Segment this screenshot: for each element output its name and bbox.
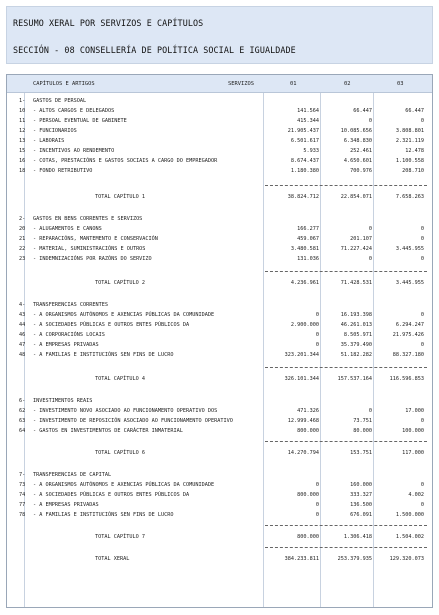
row-code: 46: [19, 332, 26, 338]
table-row: [7, 215, 432, 224]
row-value-01: 800.000: [297, 428, 319, 434]
row-code: 20: [19, 226, 26, 232]
row-value-01: 800.000: [297, 534, 319, 540]
table-row: [7, 255, 432, 264]
row-value-03: 1.504.002: [395, 534, 424, 540]
row-description: - LABORAIS: [33, 138, 65, 144]
table-row: [7, 147, 432, 156]
row-value-03: 0: [420, 256, 424, 262]
row-code: 15: [19, 148, 26, 154]
table-row: [7, 501, 432, 510]
row-value-01: 384.233.811: [284, 556, 319, 562]
section-title: SECCIÓN - 08 CONSELLERÍA DE POLÍTICA SOCIAL E IGUALDADE: [13, 45, 296, 55]
row-value-01: 21.905.437: [287, 128, 319, 134]
table-row: [7, 97, 432, 106]
row-value-02: 46.261.013: [340, 322, 372, 328]
row-value-02: 71.227.424: [340, 246, 372, 252]
row-value-02: 252.461: [350, 148, 372, 154]
row-code: 4-: [19, 302, 26, 308]
row-value-01: 1.180.380: [290, 168, 319, 174]
row-description: - GASTOS EN INVESTIMENTOS DE CARÁCTER INMATERIAL: [33, 428, 183, 434]
row-value-02: 8.505.971: [343, 332, 372, 338]
table-row: [7, 331, 432, 340]
row-value-02: 16.193.398: [340, 312, 372, 318]
table-row: [7, 137, 432, 146]
row-value-01: 4.236.961: [290, 280, 319, 286]
row-description: TOTAL CAPÍTULO 1: [95, 194, 145, 200]
table-row: [7, 321, 432, 330]
row-value-02: 1.306.418: [343, 534, 372, 540]
row-value-01: 131.036: [297, 256, 319, 262]
row-value-03: 117.000: [402, 450, 424, 456]
row-description: - ALTOS CARGOS E DELEGADOS: [33, 108, 115, 114]
row-code: 47: [19, 342, 26, 348]
row-value-03: 4.002: [408, 492, 424, 498]
subtotal-rule: [265, 185, 427, 186]
row-value-02: 201.107: [350, 236, 372, 242]
header-capitulos: CAPÍTULOS E ARTIGOS: [33, 81, 95, 87]
row-value-01: 3.480.581: [290, 246, 319, 252]
row-code: 6-: [19, 398, 26, 404]
row-description: TOTAL CAPÍTULO 4: [95, 376, 145, 382]
table-row: [7, 427, 432, 436]
row-value-02: 71.428.531: [340, 280, 372, 286]
header-servizos: SERVIZOS: [228, 81, 254, 87]
row-description: - PERSOAL EVENTUAL DE GABINETE: [33, 118, 127, 124]
row-code: 2-: [19, 216, 26, 222]
row-description: - A FAMILIAS E INSTITUCIÓNS SEN FINS DE LUCRO: [33, 512, 174, 518]
table-row: [7, 127, 432, 136]
row-value-02: 676.091: [350, 512, 372, 518]
total-row: [7, 375, 432, 384]
row-value-02: 333.327: [350, 492, 372, 498]
table-row: [7, 117, 432, 126]
row-value-03: 3.808.801: [395, 128, 424, 134]
row-code: 1-: [19, 98, 26, 104]
total-row: [7, 449, 432, 458]
row-code: 12: [19, 128, 26, 134]
header-col-01: 01: [290, 81, 297, 87]
table-row: [7, 245, 432, 254]
row-value-03: 0: [420, 418, 424, 424]
table-row: [7, 235, 432, 244]
row-value-01: 38.824.712: [287, 194, 319, 200]
row-description: - A CORPORACIÓNS LOCAIS: [33, 332, 105, 338]
row-value-01: 0: [315, 332, 319, 338]
row-value-01: 5.933: [303, 148, 319, 154]
row-value-02: 66.447: [353, 108, 372, 114]
row-value-03: 7.658.263: [395, 194, 424, 200]
row-description: - A EMPRESAS PRIVADAS: [33, 342, 99, 348]
row-value-02: 22.854.071: [340, 194, 372, 200]
row-code: 48: [19, 352, 26, 358]
row-value-02: 700.976: [350, 168, 372, 174]
row-code: 77: [19, 502, 26, 508]
row-value-02: 4.650.601: [343, 158, 372, 164]
row-value-03: 12.478: [405, 148, 424, 154]
row-value-01: 166.277: [297, 226, 319, 232]
header-col-03: 03: [397, 81, 404, 87]
table-row: [7, 481, 432, 490]
row-description: TRANSFERENCIAS CORRENTES: [33, 302, 108, 308]
row-description: - MATERIAL, SUMINISTRACIÓNS E OUTROS: [33, 246, 146, 252]
subtotal-rule: [265, 271, 427, 272]
row-value-02: 0: [368, 408, 372, 414]
row-value-02: 153.751: [350, 450, 372, 456]
row-value-01: 0: [315, 502, 319, 508]
row-code: 22: [19, 246, 26, 252]
row-value-01: 8.674.437: [290, 158, 319, 164]
row-value-01: 415.344: [297, 118, 319, 124]
row-code: 16: [19, 158, 26, 164]
row-description: - A SOCIEDADES PÚBLICAS E OUTROS ENTES PÚBLICOS DA: [33, 322, 190, 328]
row-code: 13: [19, 138, 26, 144]
total-row: [7, 279, 432, 288]
row-description: - A FAMILIAS E INSTITUCIÓNS SEN FINS DE LUCRO: [33, 352, 174, 358]
row-description: - INCENTIVOS AO RENDEMENTO: [33, 148, 115, 154]
row-code: 44: [19, 322, 26, 328]
subtotal-rule: [265, 441, 427, 442]
row-description: - A ORGANISMOS AUTÓNOMOS E AXENCIAS PÚBLICAS DA COMUNIDADE: [33, 312, 215, 318]
row-description: - FONDO RETRIBUTIVO: [33, 168, 93, 174]
total-row: [7, 533, 432, 542]
row-description: - A ORGANISMOS AUTÓNOMOS E AXENCIAS PÚBLICAS DA COMUNIDADE: [33, 482, 215, 488]
row-value-02: 160.000: [350, 482, 372, 488]
row-value-03: 6.294.247: [395, 322, 424, 328]
header-col-02: 02: [344, 81, 351, 87]
table-row: [7, 471, 432, 480]
row-description: TOTAL CAPÍTULO 7: [95, 534, 145, 540]
table-row: [7, 511, 432, 520]
row-value-03: 129.320.073: [389, 556, 424, 562]
row-value-03: 1.500.000: [395, 512, 424, 518]
table-row: [7, 341, 432, 350]
table-row: [7, 351, 432, 360]
total-row: [7, 555, 432, 564]
table-header: [7, 75, 432, 93]
row-value-01: 0: [315, 342, 319, 348]
row-value-03: 0: [420, 226, 424, 232]
row-value-01: 0: [315, 512, 319, 518]
row-code: 43: [19, 312, 26, 318]
subtotal-rule: [265, 547, 427, 548]
table-row: [7, 407, 432, 416]
subtotal-rule: [265, 525, 427, 526]
row-description: GASTOS DE PERSOAL: [33, 98, 87, 104]
subtotal-rule: [265, 367, 427, 368]
table-row: [7, 397, 432, 406]
row-code: 63: [19, 418, 26, 424]
row-description: - INVESTIMENTO NOVO ASOCIADO AO FUNCIONAMENTO OPERATIVO DOS: [33, 408, 218, 414]
row-code: 74: [19, 492, 26, 498]
row-description: TOTAL CAPÍTULO 2: [95, 280, 145, 286]
row-value-01: 0: [315, 482, 319, 488]
row-value-02: 10.085.656: [340, 128, 372, 134]
row-value-01: 6.501.617: [290, 138, 319, 144]
row-code: 21: [19, 236, 26, 242]
row-description: GASTOS EN BENS CORRENTES E SERVIZOS: [33, 216, 143, 222]
table-row: [7, 157, 432, 166]
report-header: [6, 6, 433, 64]
total-row: [7, 193, 432, 202]
row-value-03: 100.000: [402, 428, 424, 434]
row-value-03: 88.327.180: [392, 352, 424, 358]
row-value-02: 73.751: [353, 418, 372, 424]
row-description: - INDEMNIZACIÓNS POR RAZÓNS DO SERVIZO: [33, 256, 152, 262]
row-code: 78: [19, 512, 26, 518]
row-description: - ALUGAMENTOS E CANONS: [33, 226, 102, 232]
table-row: [7, 491, 432, 500]
row-value-03: 0: [420, 118, 424, 124]
row-value-03: 17.000: [405, 408, 424, 414]
row-value-03: 0: [420, 482, 424, 488]
row-value-03: 21.975.426: [392, 332, 424, 338]
row-description: - INVESTIMENTO DE REPOSICIÓN ASOCIADO AO FUNCIONAMENTO OPERATIVO: [33, 418, 233, 424]
table-row: [7, 107, 432, 116]
row-code: 7-: [19, 472, 26, 478]
row-value-02: 0: [368, 118, 372, 124]
report-title: RESUMO XERAL POR SERVIZOS E CAPÍTULOS: [13, 18, 204, 28]
row-value-01: 2.900.000: [290, 322, 319, 328]
row-value-03: 66.447: [405, 108, 424, 114]
row-value-01: 326.101.344: [284, 376, 319, 382]
row-value-03: 3.445.955: [395, 280, 424, 286]
row-value-01: 459.067: [297, 236, 319, 242]
row-description: TOTAL XERAL: [95, 556, 130, 562]
row-description: - A SOCIEDADES PÚBLICAS E OUTROS ENTES PÚBLICOS DA: [33, 492, 190, 498]
row-description: - A EMPRESAS PRIVADAS: [33, 502, 99, 508]
row-description: TRANSFERENCIAS DE CAPITAL: [33, 472, 112, 478]
row-value-02: 35.379.490: [340, 342, 372, 348]
table-row: [7, 311, 432, 320]
row-value-01: 141.564: [297, 108, 319, 114]
row-description: TOTAL CAPÍTULO 6: [95, 450, 145, 456]
row-value-03: 0: [420, 236, 424, 242]
row-value-02: 0: [368, 226, 372, 232]
budget-table: [6, 74, 433, 608]
row-description: - REPARACIÓNS, MANTEMENTO E CONSERVACIÓN: [33, 236, 158, 242]
row-description: - COTAS, PRESTACIÓNS E GASTOS SOCIAIS A CARGO DO EMPREGADOR: [33, 158, 218, 164]
row-code: 11: [19, 118, 26, 124]
row-description: INVESTIMENTOS REAIS: [33, 398, 93, 404]
row-value-02: 157.537.164: [337, 376, 372, 382]
row-code: 64: [19, 428, 26, 434]
row-description: - FUNCIONARIOS: [33, 128, 77, 134]
row-code: 62: [19, 408, 26, 414]
row-value-02: 253.379.935: [337, 556, 372, 562]
row-value-02: 51.182.282: [340, 352, 372, 358]
row-value-01: 323.201.344: [284, 352, 319, 358]
row-value-01: 12.999.468: [287, 418, 319, 424]
row-value-02: 136.500: [350, 502, 372, 508]
row-value-01: 471.326: [297, 408, 319, 414]
row-value-02: 6.348.830: [343, 138, 372, 144]
row-value-02: 80.000: [353, 428, 372, 434]
row-value-03: 2.321.119: [395, 138, 424, 144]
row-code: 73: [19, 482, 26, 488]
table-row: [7, 417, 432, 426]
row-value-03: 1.100.558: [395, 158, 424, 164]
row-value-03: 3.445.955: [395, 246, 424, 252]
row-code: 23: [19, 256, 26, 262]
row-value-03: 116.596.853: [389, 376, 424, 382]
row-value-01: 14.270.794: [287, 450, 319, 456]
row-code: 10: [19, 108, 26, 114]
table-row: [7, 301, 432, 310]
row-value-03: 0: [420, 312, 424, 318]
table-row: [7, 167, 432, 176]
row-value-03: 0: [420, 342, 424, 348]
row-value-03: 208.710: [402, 168, 424, 174]
row-value-03: 0: [420, 502, 424, 508]
row-value-01: 800.000: [297, 492, 319, 498]
table-row: [7, 225, 432, 234]
row-code: 18: [19, 168, 26, 174]
row-value-01: 0: [315, 312, 319, 318]
row-value-02: 0: [368, 256, 372, 262]
